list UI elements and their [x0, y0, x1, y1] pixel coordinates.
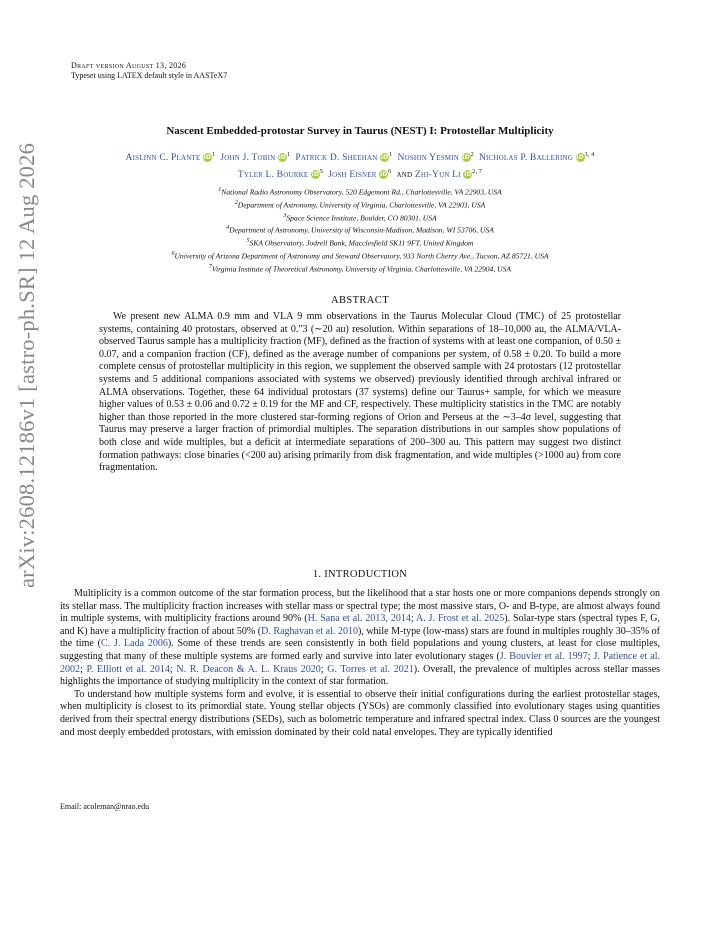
- affil-text: Department of Astronomy, University of Wisconsin-Madison, Madison, WI 53706, USA: [229, 226, 494, 236]
- affil-number: 3: [283, 212, 287, 219]
- body-text: [60, 588, 660, 739]
- author-affil-sup: 1: [389, 152, 393, 158]
- affil-text: Virginia Institute of Theoretical Astronomy, University of Virginia, Charlottesville, VA 22904, USA: [211, 264, 512, 274]
- author-name[interactable]: Josh Eisner: [328, 170, 377, 181]
- affiliation: [60, 185, 660, 198]
- text-run: Multiplicity is a common outcome of the star formation process, but the likelihood that a star hosts one or more companions depends strongly on its stellar mass. The multiplicity fraction increases with stellar mass or spectral type; the most massive stars, O- and B-type, are almost always found in multiple systems, with multiplicity fractions around 90% (: [60, 588, 660, 625]
- text-run: ). Some of these trends are seen consistently in both field populations and young clusters, at least for close multiples, suggesting that many of these multiple systems are formed early and survive into later evolutionary stages (: [60, 638, 660, 662]
- affil-text: SKA Observatory, Jodrell Bank, Macclesfield SK11 9FT, United Kingdom: [249, 238, 474, 248]
- arxiv-identifier: arXiv:2608.12186v1 [astro-ph.SR] 12 Aug 2026: [14, 142, 39, 588]
- affil-number: 6: [171, 251, 175, 258]
- affil-number: 5: [246, 238, 250, 245]
- author-name[interactable]: Nicholas P. Ballering: [478, 153, 574, 164]
- citation-link[interactable]: J. Bouvier et al. 1997: [499, 650, 588, 662]
- author-affil-sup: 5: [319, 169, 324, 176]
- author-list: [60, 148, 660, 182]
- text-run: ;: [80, 663, 87, 675]
- author-line-1: [60, 148, 660, 165]
- author-affil-sup: 2: [470, 152, 474, 158]
- typeset-note: Typeset using LATEX default style in AASTeX7: [71, 71, 228, 80]
- author-line-2: [60, 165, 660, 182]
- author-name[interactable]: Aislinn C. Plante: [125, 153, 201, 164]
- draft-version: Draft version August 13, 2026: [71, 61, 187, 70]
- orcid-icon[interactable]: iD: [203, 154, 212, 162]
- affiliation: [60, 236, 660, 249]
- orcid-icon[interactable]: iD: [576, 154, 584, 162]
- author-affil-sup: 6: [388, 169, 392, 176]
- affiliation: [60, 198, 660, 211]
- citation-link[interactable]: N. R. Deacon & A. L. Kraus 2020: [176, 663, 321, 675]
- affil-text: University of Arizona Department of Astronomy and Steward Observatory, 933 North Cherry Ave., Tucson, AZ 85721, USA: [174, 251, 549, 261]
- author-name[interactable]: Patrick D. Sheehan: [295, 153, 378, 164]
- affil-text: National Radio Astronomy Observatory, 520 Edgemont Rd., Charlottesville, VA 22903, USA: [221, 187, 502, 197]
- affil-text: Department of Astronomy, University of Virginia, Charlottesville, VA 22903, USA: [237, 200, 486, 210]
- citation-link[interactable]: D. Raghavan et al. 2010: [261, 625, 358, 637]
- text-run: ;: [587, 650, 594, 662]
- text-run: ). Overall, the prevalence of multiples across stellar masses highlights the importance of studying multiplicity in the context of star formation.: [60, 663, 661, 688]
- affil-number: 2: [234, 199, 238, 206]
- section-heading: 1. INTRODUCTION: [312, 569, 408, 580]
- citation-link[interactable]: P. Elliott et al. 2014: [86, 663, 170, 675]
- affiliation: [60, 249, 660, 262]
- text-run: ;: [169, 663, 177, 675]
- and-word: and: [396, 170, 413, 181]
- orcid-icon[interactable]: iD: [462, 154, 470, 162]
- affil-text: Space Science Institute, Boulder, CO 80301, USA: [286, 213, 437, 223]
- paper-title: Nascent Embedded-protostar Survey in Taurus (NEST) I: Protostellar Multiplicity: [166, 125, 554, 137]
- text-run: ;: [410, 613, 417, 625]
- affil-number: 7: [208, 263, 212, 270]
- citation-link[interactable]: A. J. Frost et al. 2025: [416, 613, 505, 625]
- affil-number: 4: [226, 225, 230, 232]
- author-name[interactable]: John J. Tobin: [220, 153, 276, 164]
- author-affil-sup: 1: [212, 152, 216, 158]
- author-name[interactable]: Zhi-Yun Li: [414, 170, 461, 181]
- affiliation: [60, 211, 660, 224]
- abstract-heading: ABSTRACT: [330, 295, 390, 306]
- email-footnote: Email: acoleman@nrao.edu: [60, 802, 150, 811]
- orcid-icon[interactable]: iD: [379, 171, 388, 179]
- citation-link[interactable]: G. Torres et al. 2021: [327, 663, 414, 675]
- orcid-icon[interactable]: iD: [311, 171, 320, 179]
- affil-number: 1: [218, 187, 222, 193]
- paragraph: To understand how multiple systems form and evolve, it is essential to observe their initial configurations during the earliest protostellar stages, when multiplicity is closest to its primordial state. Young stellar objects (YSOs) are commonly classified into evolutionary stages using quantities derived from their spectral energy distributions (SEDs), such as bolometric temperature and infrared spectral index. Class 0 sources are the youngest and most deeply embedded protostars, with emission dominated by their cold natal envelopes. They are typically identified: [60, 688, 660, 738]
- page-header: [71, 61, 227, 81]
- affiliation-list: [60, 185, 660, 275]
- arxiv-stamp: [14, 142, 54, 589]
- orcid-icon[interactable]: iD: [380, 154, 389, 162]
- paragraph: [60, 588, 660, 689]
- author-affil-sup: 1: [286, 152, 291, 158]
- citation-link[interactable]: H. Sana et al. 2013, 2014: [307, 613, 411, 625]
- text-run: ;: [320, 663, 328, 675]
- citation-link[interactable]: C. J. Lada 2006: [100, 638, 168, 650]
- orcid-icon[interactable]: iD: [278, 154, 287, 162]
- text-run: ). Solar-type stars (spectral types F, G, and K) have a multiplicity fraction of about 50% (: [60, 613, 660, 637]
- orcid-icon[interactable]: iD: [464, 171, 472, 179]
- author-name[interactable]: Tyler L. Bourke: [237, 170, 309, 181]
- author-name[interactable]: Noshin Yesmin: [397, 153, 460, 164]
- citation-link[interactable]: J. Patience et al. 2002: [60, 650, 661, 675]
- abstract-text: We present new ALMA 0.9 mm and VLA 9 mm observations in the Taurus Molecular Cloud (TMC) of 25 protostellar systems, containing 40 protostars, observed at 0.″3 (∼20 au) resolution. Within separations of 18–10,000 au, the ALMA/VLA-observed Taurus sample has a multiplicity fraction (MF), defined as the fraction of systems with at least one companion, of 0.50 ± 0.07, and a companion fraction (CF), defined as the average number of companions per system, of 0.58 ± 0.20. To build a more complete census of protostellar multiplicity in this region, we supplement the observed sample with 24 protostars (12 protostellar systems and 5 additional companions associated with systems we observed) previously identified through archival infrared or ALMA observations. Together, these 64 individual protostars (37 systems) define our Taurus+ sample, for which we measure higher values of 0.53 ± 0.06 and 0.72 ± 0.19 for the MF and CF, respectively. These multiplicity statistics in the TMC are notably higher than those reported in the more clustered star-forming regions of Orion and Perseus at the ∼3–4σ level, suggesting that Taurus may preserve a larger fraction of primordial multiples. The separation distributions in our samples show populations of both close and wide multiples, but a deficit at intermediate separations of 200–300 au. This pattern may suggest two distinct formation pathways: close binaries (<200 au) arising primarily from disk fragmentation, and wide multiples (>1000 au) from core fragmentation.: [99, 311, 621, 474]
- text-run: ), while M-type (low-mass) stars are found in multiples roughly 30–35% of the time (: [60, 625, 661, 650]
- affiliation: [60, 223, 660, 236]
- affiliation: [60, 262, 660, 275]
- author-affil-sup: 3, 4: [584, 152, 595, 158]
- author-affil-sup: 2, 7: [472, 169, 483, 176]
